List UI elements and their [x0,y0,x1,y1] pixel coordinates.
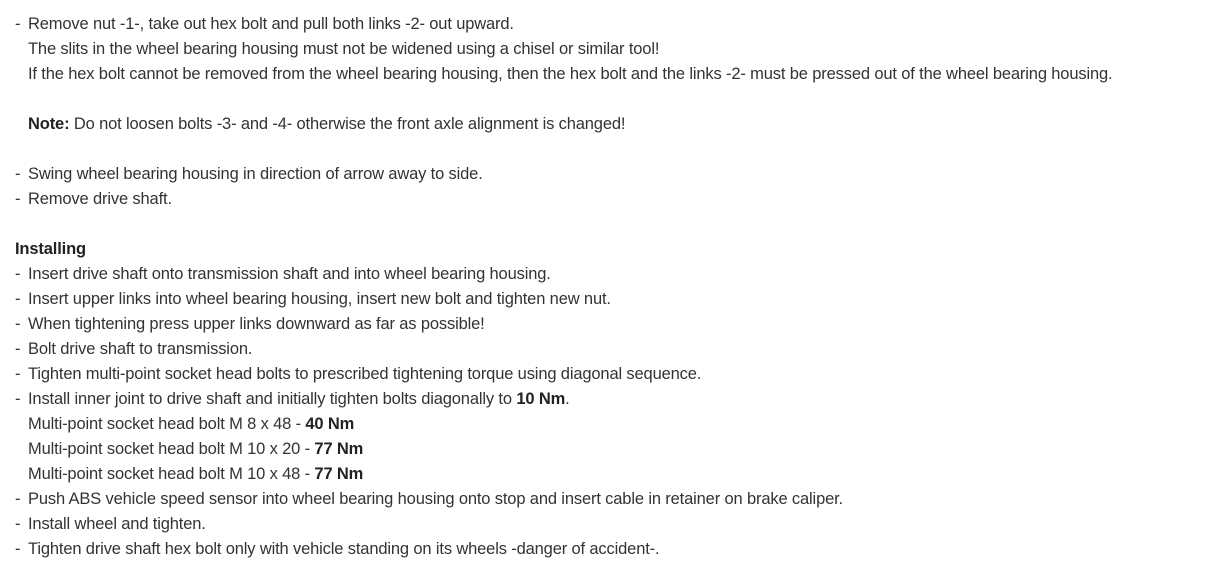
step-text: Bolt drive shaft to transmission. [28,340,253,358]
torque-value: 40 Nm [305,415,355,433]
note-text: Do not loosen bolts -3- and -4- otherwise the front axle alignment is changed! [69,115,626,133]
list-dash: - [15,340,21,358]
spacer [15,87,1225,112]
torque-value: 10 Nm [516,390,566,408]
note [15,112,1225,137]
bolt-spec [15,412,1225,437]
list-dash: - [15,165,21,183]
torque-value: 77 Nm [314,440,364,458]
list-item [15,12,1225,37]
step-text: When tightening press upper links downward as far as possible! [28,315,485,333]
list-item [15,187,1225,212]
list-dash: - [15,190,21,208]
list-dash: - [15,315,21,333]
list-dash: - [15,265,21,283]
step-text-end: . [565,390,570,408]
step-text: Swing wheel bearing housing in direction of arrow away to side. [28,165,483,183]
list-dash: - [15,15,21,33]
step-text: Insert drive shaft onto transmission shaft and into wheel bearing housing. [28,265,551,283]
warning-text: The slits in the wheel bearing housing must not be widened using a chisel or similar tool! [28,40,660,58]
list-item [15,312,1225,337]
spacer [15,137,1225,162]
step-text: Insert upper links into wheel bearing housing, insert new bolt and tighten new nut. [28,290,611,308]
instruction-text: If the hex bolt cannot be removed from the wheel bearing housing, then the hex bolt and the links -2- must be pressed out of the wheel bearing housing. [28,65,1113,83]
spacer [15,212,1225,237]
list-dash: - [15,365,21,383]
list-item [15,262,1225,287]
step-text: Tighten multi-point socket head bolts to prescribed tightening torque using diagonal sequence. [28,365,702,383]
list-dash: - [15,490,21,508]
bolt-spec [15,437,1225,462]
list-item [15,362,1225,387]
section-heading: Installing [15,240,86,258]
list-item [15,387,1225,412]
list-item [15,162,1225,187]
step-text: Install wheel and tighten. [28,515,206,533]
list-dash: - [15,290,21,308]
step-text: Remove nut -1-, take out hex bolt and pull both links -2- out upward. [28,15,514,33]
bolt-spec-text: Multi-point socket head bolt M 10 x 48 - [28,465,315,483]
list-item [15,337,1225,362]
continuation-line [15,37,1225,62]
bolt-spec-text: Multi-point socket head bolt M 8 x 48 - [28,415,306,433]
list-dash: - [15,540,21,558]
bolt-spec-text: Multi-point socket head bolt M 10 x 20 - [28,440,315,458]
bolt-spec [15,462,1225,487]
step-text: Tighten drive shaft hex bolt only with vehicle standing on its wheels -danger of accident-. [28,540,660,558]
list-dash: - [15,390,21,408]
note-label: Note: [28,115,70,133]
list-item [15,512,1225,537]
continuation-line [15,62,1225,87]
step-text: Push ABS vehicle speed sensor into wheel bearing housing onto stop and insert cable in retainer on brake caliper. [28,490,843,508]
list-item [15,287,1225,312]
list-dash: - [15,515,21,533]
list-item [15,537,1225,562]
step-text: Remove drive shaft. [28,190,172,208]
step-text: Install inner joint to drive shaft and initially tighten bolts diagonally to [28,390,517,408]
torque-value: 77 Nm [314,465,364,483]
list-item [15,487,1225,512]
